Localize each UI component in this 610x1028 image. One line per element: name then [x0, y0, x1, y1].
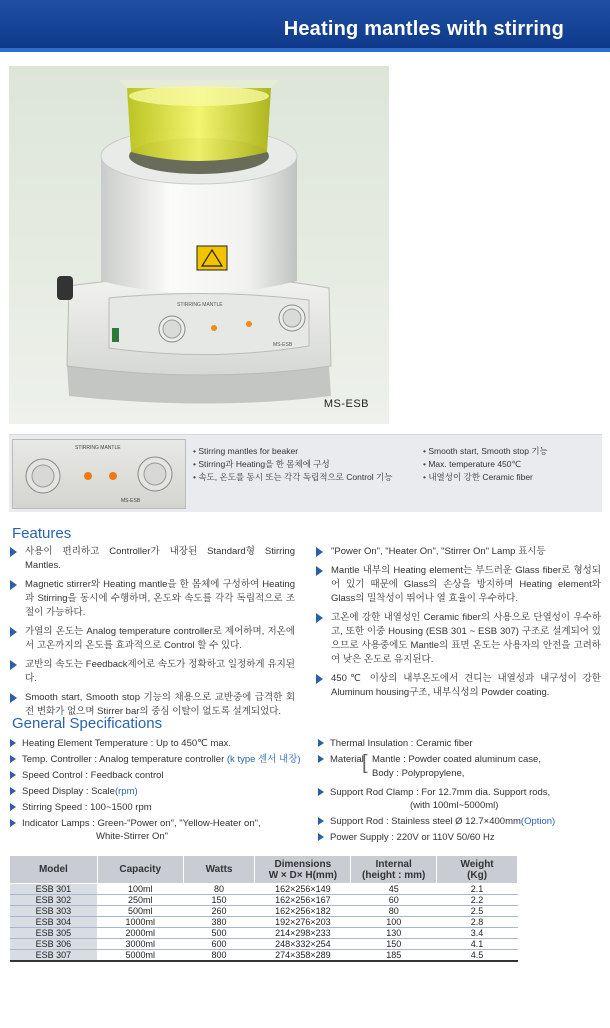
features-left: [10, 545, 295, 724]
bullet-triangle-icon: [10, 771, 16, 779]
bullet-triangle-icon: [10, 580, 17, 590]
bracket-icon: [: [362, 752, 368, 774]
table-row: [10, 928, 518, 939]
table-cell-model: ESB 304: [10, 917, 98, 928]
panel-list-right: [423, 445, 548, 484]
list-item: • Smooth start, Smooth stop 기능: [423, 445, 548, 458]
table-cell: 3000ml: [97, 939, 183, 950]
spec-item-material: Material [ Mantle : Powder coated aluminum case, Body : Polypropylene,: [318, 753, 603, 783]
spec-item: Power Supply : 220V or 110V 50/60 Hz: [318, 831, 603, 844]
features-heading: Features: [12, 525, 72, 542]
column-header: Internal (height : mm): [351, 856, 437, 884]
table-cell: 274×358×289: [255, 950, 351, 962]
spec-item: Support Rod Clamp : For 12.7mm dia. Support rods, (with 100ml~5000ml): [318, 786, 603, 812]
feature-item: 사용이 편리하고 Controller가 내장된 Standard형 Stirring Mantles.: [10, 545, 295, 573]
table-cell: 5000ml: [97, 950, 183, 962]
table-cell: 130: [351, 928, 437, 939]
table-cell: 248×332×254: [255, 939, 351, 950]
bullet-triangle-icon: [316, 613, 323, 623]
spec-item: Indicator Lamps : Green-"Power on", "Yellow-Heater on", White-Stirrer On": [10, 817, 310, 843]
table-cell: 214×298×233: [255, 928, 351, 939]
bullet-triangle-icon: [10, 803, 16, 811]
table-cell: 4.1: [437, 939, 518, 950]
control-panel-image: [12, 439, 186, 509]
column-header: Dimensions W × D× H(mm): [255, 856, 351, 884]
column-header: Watts: [183, 856, 255, 884]
bullet-triangle-icon: [318, 755, 324, 763]
specs-left: [10, 737, 310, 846]
bullet-triangle-icon: [10, 547, 17, 557]
table-row: [10, 939, 518, 950]
list-item: • Stirring과 Heating을 한 몸체에 구성: [193, 458, 392, 471]
spec-item: Thermal Insulation : Ceramic fiber: [318, 737, 603, 750]
table-cell-model: ESB 306: [10, 939, 98, 950]
table-cell: 250ml: [97, 895, 183, 906]
bullet-triangle-icon: [10, 693, 17, 703]
spec-item: Support Rod : Stainless steel Ø 12.7×400mm(Option): [318, 815, 603, 828]
page-title: Heating mantles with stirring: [283, 18, 564, 40]
table-cell-model: ESB 302: [10, 895, 98, 906]
feature-item: 가열의 온도는 Analog temperature controller로 제어하며, 저온에서 고온까지의 온도를 효과적으로 Control 할 수 있다.: [10, 625, 295, 653]
bullet-triangle-icon: [316, 547, 323, 557]
table-cell: 60: [351, 895, 437, 906]
control-panel-illustration: [13, 440, 185, 508]
table-row: [10, 950, 518, 962]
table-header-row: [10, 856, 518, 884]
feature-item: Magnetic stirrer와 Heating mantle을 한 몸체에 구성하여 Heating과 Stirring을 동시에 수행하며, 온도와 속도를 각각 독립적으로 조절이 가능하다.: [10, 578, 295, 620]
features-right: [316, 545, 601, 705]
table-cell: 800: [183, 950, 255, 962]
bullet-triangle-icon: [318, 833, 324, 841]
bullet-triangle-icon: [10, 739, 16, 747]
column-header: Weight (Kg): [437, 856, 518, 884]
table-cell: 150: [183, 895, 255, 906]
table-cell-model: ESB 307: [10, 950, 98, 962]
table-cell: 2.5: [437, 906, 518, 917]
table-row: [10, 895, 518, 906]
table-cell: 3.4: [437, 928, 518, 939]
table-cell-model: ESB 301: [10, 884, 98, 895]
table-cell-model: ESB 305: [10, 928, 98, 939]
control-panel-model: MS-ESB: [121, 498, 141, 504]
table-cell: 4.5: [437, 950, 518, 962]
bullet-triangle-icon: [316, 566, 323, 576]
table-cell: 2.2: [437, 895, 518, 906]
list-item: • Stirring mantles for beaker: [193, 445, 392, 458]
heating-mantle-illustration: [9, 66, 389, 424]
column-header: Model: [10, 856, 98, 884]
table-row: [10, 906, 518, 917]
spec-item: Temp. Controller : Analog temperature controller (k type 센서 내장): [10, 753, 310, 766]
table-cell: 600: [183, 939, 255, 950]
feature-item: 450℃ 이상의 내부온도에서 견디는 내열성과 내구성이 강한 Aluminum housing구조, 내부식성의 Powder coating.: [316, 672, 601, 700]
table-cell: 2.8: [437, 917, 518, 928]
list-item: • Max. temperature 450℃: [423, 458, 548, 471]
table-cell: 260: [183, 906, 255, 917]
table-cell: 45: [351, 884, 437, 895]
panel-label: STIRRING MANTLE: [177, 302, 223, 308]
table-row: [10, 884, 518, 895]
bullet-triangle-icon: [318, 788, 324, 796]
spec-item: Speed Display : Scale(rpm): [10, 785, 310, 798]
list-item: • 내열성이 강한 Ceramic fiber: [423, 471, 548, 484]
table-cell: 162×256×167: [255, 895, 351, 906]
feature-item: 교반의 속도는 Feedback제어로 속도가 정확하고 일정하게 유지된다.: [10, 658, 295, 686]
control-panel-strip: [9, 434, 602, 512]
column-header: Capacity: [97, 856, 183, 884]
product-model-caption: MS-ESB: [323, 398, 369, 410]
table-cell: 162×256×149: [255, 884, 351, 895]
feature-item: 고온에 강한 내열성인 Ceramic fiber의 사용으로 단열성이 우수하고, 또한 이중 Housing (ESB 301 ~ ESB 307) 구조로 설계되어 있으므로 사용중에도 Mantle의 표면 온도는 사용자의 안전을 고려하여 낮은 온도로 유지된다.: [316, 611, 601, 667]
specifications-table: [9, 855, 518, 962]
bullet-triangle-icon: [10, 755, 16, 763]
specs-right: [318, 737, 603, 847]
spec-item: Speed Control : Feedback control: [10, 769, 310, 782]
list-item: • 속도, 온도를 동시 또는 각각 독립적으로 Control 기능: [193, 471, 392, 484]
feature-item: Smooth start, Smooth stop 기능의 채용으로 교반중에 급격한 회전 변화가 없으며 Stirrer bar의 중심 이탈이 없도록 설계되었다.: [10, 691, 295, 719]
table-cell: 162×256×182: [255, 906, 351, 917]
table-cell-model: ESB 303: [10, 906, 98, 917]
table-cell: 100: [351, 917, 437, 928]
bullet-triangle-icon: [10, 627, 17, 637]
feature-item: "Power On", "Heater On", "Stirrer On" Lamp 표시등: [316, 545, 601, 559]
table-cell: 380: [183, 917, 255, 928]
feature-item: Mantle 내부의 Heating element는 부드러운 Glass fiber로 형성되어 있기 때문에 Glass의 손상을 방지하며 Heating element와 Glass의 밀착성이 뛰어나 열 효율이 우수하다.: [316, 564, 601, 606]
table-cell: 100ml: [97, 884, 183, 895]
table-cell: 80: [351, 906, 437, 917]
table-cell: 500: [183, 928, 255, 939]
bullet-triangle-icon: [10, 660, 17, 670]
control-panel-label: STIRRING MANTLE: [75, 445, 121, 451]
panel-model: MS-ESB: [273, 342, 293, 348]
header-bar: [0, 0, 610, 52]
table-cell: 80: [183, 884, 255, 895]
table-cell: 192×276×203: [255, 917, 351, 928]
table-cell: 1000ml: [97, 917, 183, 928]
bullet-triangle-icon: [318, 739, 324, 747]
table-cell: 185: [351, 950, 437, 962]
bullet-triangle-icon: [10, 819, 16, 827]
spec-item: Stirring Speed : 100~1500 rpm: [10, 801, 310, 814]
specs-heading: General Specifications: [12, 715, 163, 732]
bullet-triangle-icon: [318, 817, 324, 825]
table-cell: 500ml: [97, 906, 183, 917]
panel-list-left: [193, 445, 392, 484]
table-cell: 2.1: [437, 884, 518, 895]
bullet-triangle-icon: [10, 787, 16, 795]
table-cell: 2000ml: [97, 928, 183, 939]
table-cell: 150: [351, 939, 437, 950]
bullet-triangle-icon: [316, 674, 323, 684]
table-row: [10, 917, 518, 928]
spec-item: Heating Element Temperature : Up to 450℃ max.: [10, 737, 310, 750]
product-image: [9, 66, 389, 424]
